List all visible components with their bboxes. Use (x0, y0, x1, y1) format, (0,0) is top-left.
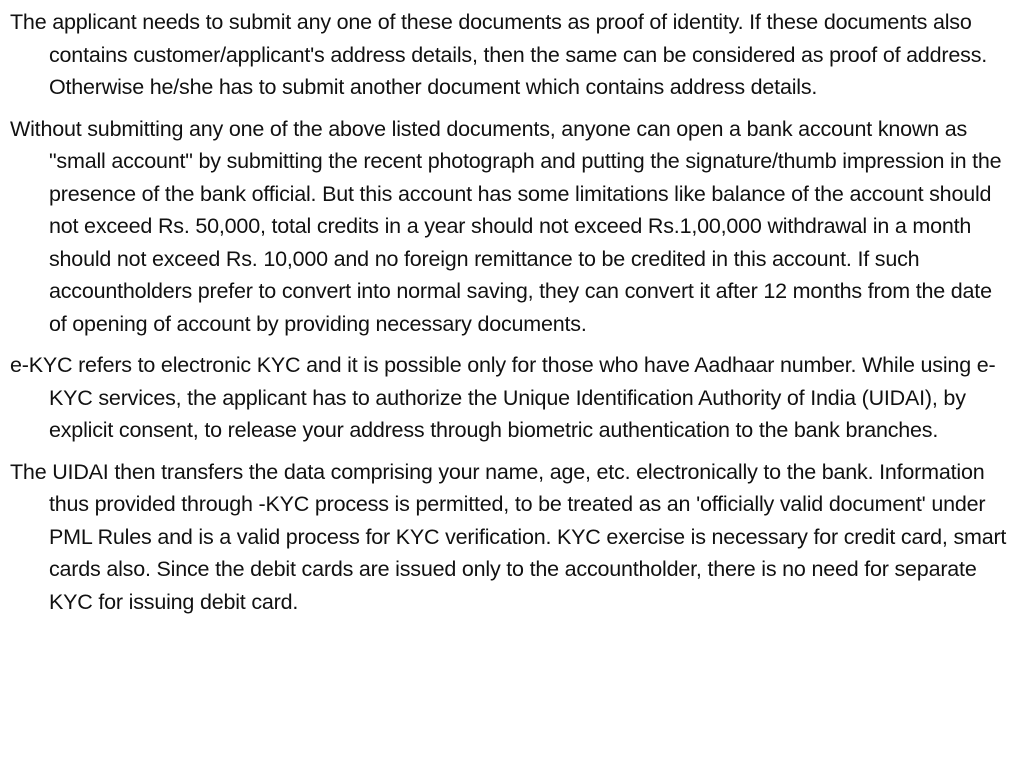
paragraph-proof-of-identity: The applicant needs to submit any one of these documents as proof of identity. If these documents also contains customer/applicant's address details, then the same can be considered as proof of address. Otherwise he/she has to submit another document which contains address details. (10, 10, 988, 99)
paragraph-small-account: Without submitting any one of the above listed documents, anyone can open a bank account known as "small account" by submitting the recent photograph and putting the signature/thumb impression in the presence of the bank official. But this account has some limitations like balance of the account should not exceed Rs. 50,000, total credits in a year should not exceed Rs.1,00,000 withdrawal in a month should not exceed Rs. 10,000 and no foreign remittance to be credited in this account. If such accountholders prefer to convert into normal saving, they can convert it after 12 months from the date of opening of account by providing necessary documents. (10, 116, 1002, 336)
document-body (10, 6, 1014, 627)
paragraph-e-kyc: e-KYC refers to electronic KYC and it is possible only for those who have Aadhaar number. While using e-KYC services, the applicant has to authorize the Unique Identification Authority of India (UIDAI), by explicit consent, to release your address through biometric authentication to the bank branches. (10, 353, 996, 442)
paragraph-uidai-transfer: The UIDAI then transfers the data comprising your name, age, etc. electronically to the bank. Information thus provided through -KYC process is permitted, to be treated as an 'officially valid document' under PML Rules and is a valid process for KYC verification. KYC exercise is necessary for credit card, smart cards also. Since the debit cards are issued only to the accountholder, there is no need for separate KYC for issuing debit card. (10, 459, 1007, 614)
